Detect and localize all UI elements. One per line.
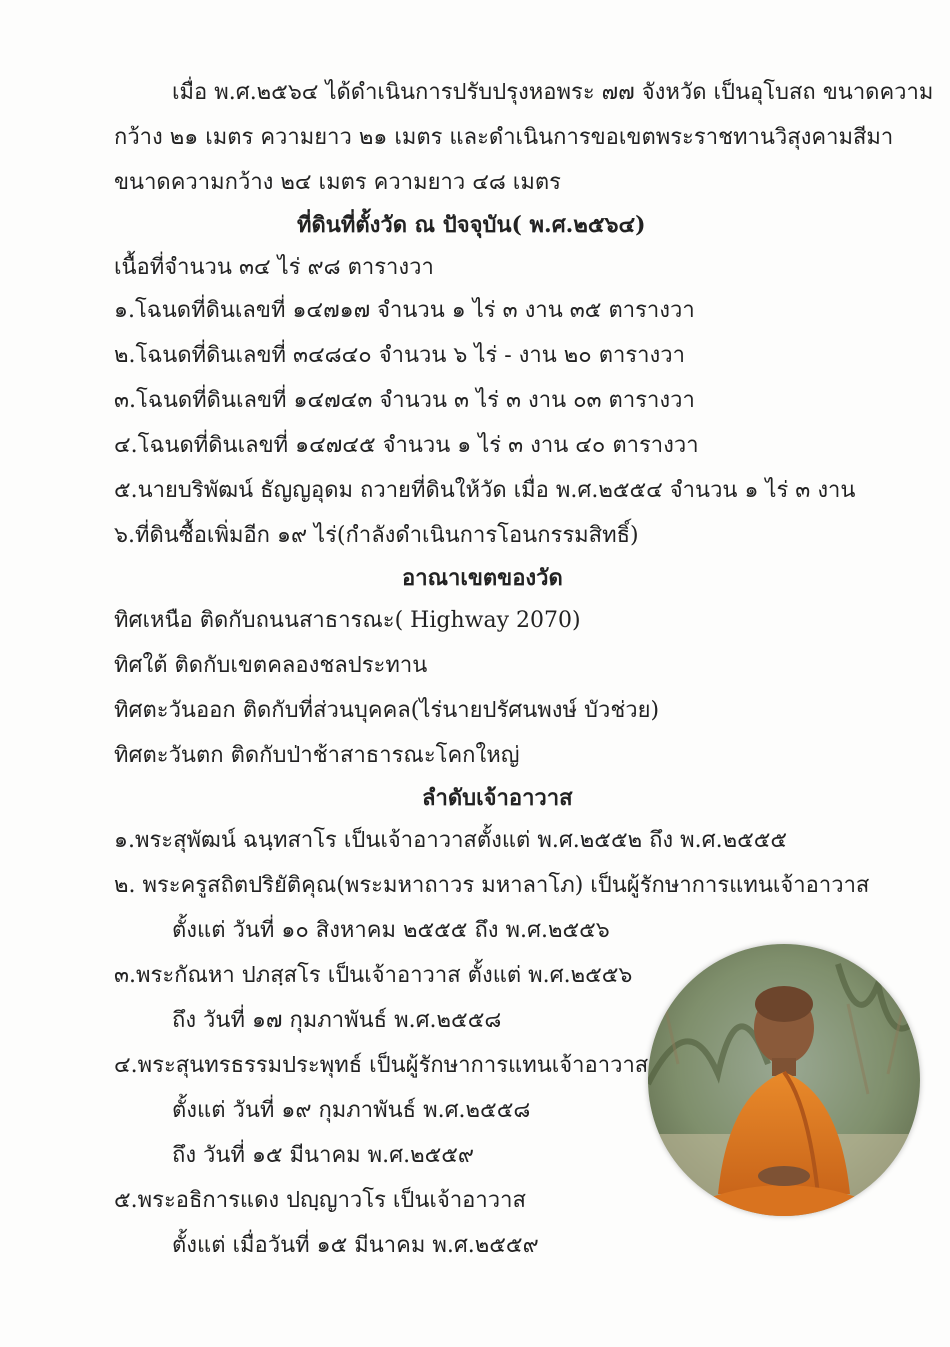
abbot-line: ๓.พระกัณหา ปภสฺสโร เป็นเจ้าอาวาส ตั้งแต่ พ.ศ.๒๕๕๖: [114, 963, 633, 988]
land-heading: ที่ดินที่ตั้งวัด ณ ปัจจุบัน( พ.ศ.๒๕๖๔): [297, 212, 646, 238]
land-item: ๔.โฉนดที่ดินเลขที่ ๑๔๗๔๕ จำนวน ๑ ไร่ ๓ งาน ๔๐ ตารางวา: [114, 433, 699, 458]
intro-line-1: เมื่อ พ.ศ.๒๕๖๔ ได้ดำเนินการปรับปรุงหอพระ ๗๗ จังหวัด เป็นอุโบสถ ขนาดความ: [172, 80, 934, 105]
boundary-item: ทิศตะวันตก ติดกับป่าช้าสาธารณะโคกใหญ่: [114, 743, 520, 768]
monk-portrait-photo: [648, 944, 920, 1216]
intro-line-2: กว้าง ๒๑ เมตร ความยาว ๒๑ เมตร และดำเนินการขอเขตพระราชทานวิสุงคามสีมา: [114, 125, 894, 150]
land-total: เนื้อที่จำนวน ๓๔ ไร่ ๙๘ ตารางวา: [114, 255, 434, 280]
intro-line-3: ขนาดความกว้าง ๒๔ เมตร ความยาว ๔๘ เมตร: [114, 170, 561, 195]
land-item: ๓.โฉนดที่ดินเลขที่ ๑๔๗๔๓ จำนวน ๓ ไร่ ๓ งาน ๐๓ ตารางวา: [114, 388, 695, 413]
abbot-line: ๔.พระสุนทรธรรมประพุทธ์ เป็นผู้รักษาการแทนเจ้าอาวาส: [114, 1053, 649, 1078]
boundary-item: ทิศเหนือ ติดกับถนนสาธารณะ( Highway 2070): [114, 608, 581, 633]
abbot-line: ตั้งแต่ วันที่ ๑๐ สิงหาคม ๒๕๕๕ ถึง พ.ศ.๒๕๕๖: [172, 918, 610, 943]
abbots-heading: ลำดับเจ้าอาวาส: [422, 785, 573, 811]
land-item: ๕.นายบริพัฒน์ ธัญญอุดม ถวายที่ดินให้วัด เมื่อ พ.ศ.๒๕๕๔ จำนวน ๑ ไร่ ๓ งาน: [114, 478, 856, 503]
land-item: ๑.โฉนดที่ดินเลขที่ ๑๔๗๑๗ จำนวน ๑ ไร่ ๓ งาน ๓๕ ตารางวา: [114, 298, 695, 323]
abbot-line: ถึง วันที่ ๑๕ มีนาคม พ.ศ.๒๕๕๙: [172, 1143, 475, 1168]
abbot-line: ๒. พระครูสถิตปริยัติคุณ(พระมหาถาวร มหาลาโภ) เป็นผู้รักษาการแทนเจ้าอาวาส: [114, 873, 870, 898]
boundary-item: ทิศตะวันออก ติดกับที่ส่วนบุคคล(ไร่นายปรัศนพงษ์ บัวช่วย): [114, 698, 660, 723]
abbot-line: ถึง วันที่ ๑๗ กุมภาพันธ์ พ.ศ.๒๕๕๘: [172, 1008, 502, 1033]
land-item: ๖.ที่ดินซื้อเพิ่มอีก ๑๙ ไร่(กำลังดำเนินการโอนกรรมสิทธิ์): [114, 523, 639, 548]
land-item: ๒.โฉนดที่ดินเลขที่ ๓๔๘๔๐ จำนวน ๖ ไร่ - งาน ๒๐ ตารางวา: [114, 343, 685, 368]
abbot-line: ตั้งแต่ เมื่อวันที่ ๑๕ มีนาคม พ.ศ.๒๕๕๙: [172, 1233, 539, 1258]
boundary-item: ทิศใต้ ติดกับเขตคลองชลประทาน: [114, 653, 428, 678]
boundary-heading: อาณาเขตของวัด: [402, 565, 563, 591]
abbot-line: ๕.พระอธิการแดง ปญฺญาวโร เป็นเจ้าอาวาส: [114, 1188, 526, 1213]
abbot-line: ตั้งแต่ วันที่ ๑๙ กุมภาพันธ์ พ.ศ.๒๕๕๘: [172, 1098, 531, 1123]
abbot-line: ๑.พระสุพัฒน์ ฉนฺทสาโร เป็นเจ้าอาวาสตั้งแต่ พ.ศ.๒๕๕๒ ถึง พ.ศ.๒๕๕๕: [114, 828, 788, 853]
